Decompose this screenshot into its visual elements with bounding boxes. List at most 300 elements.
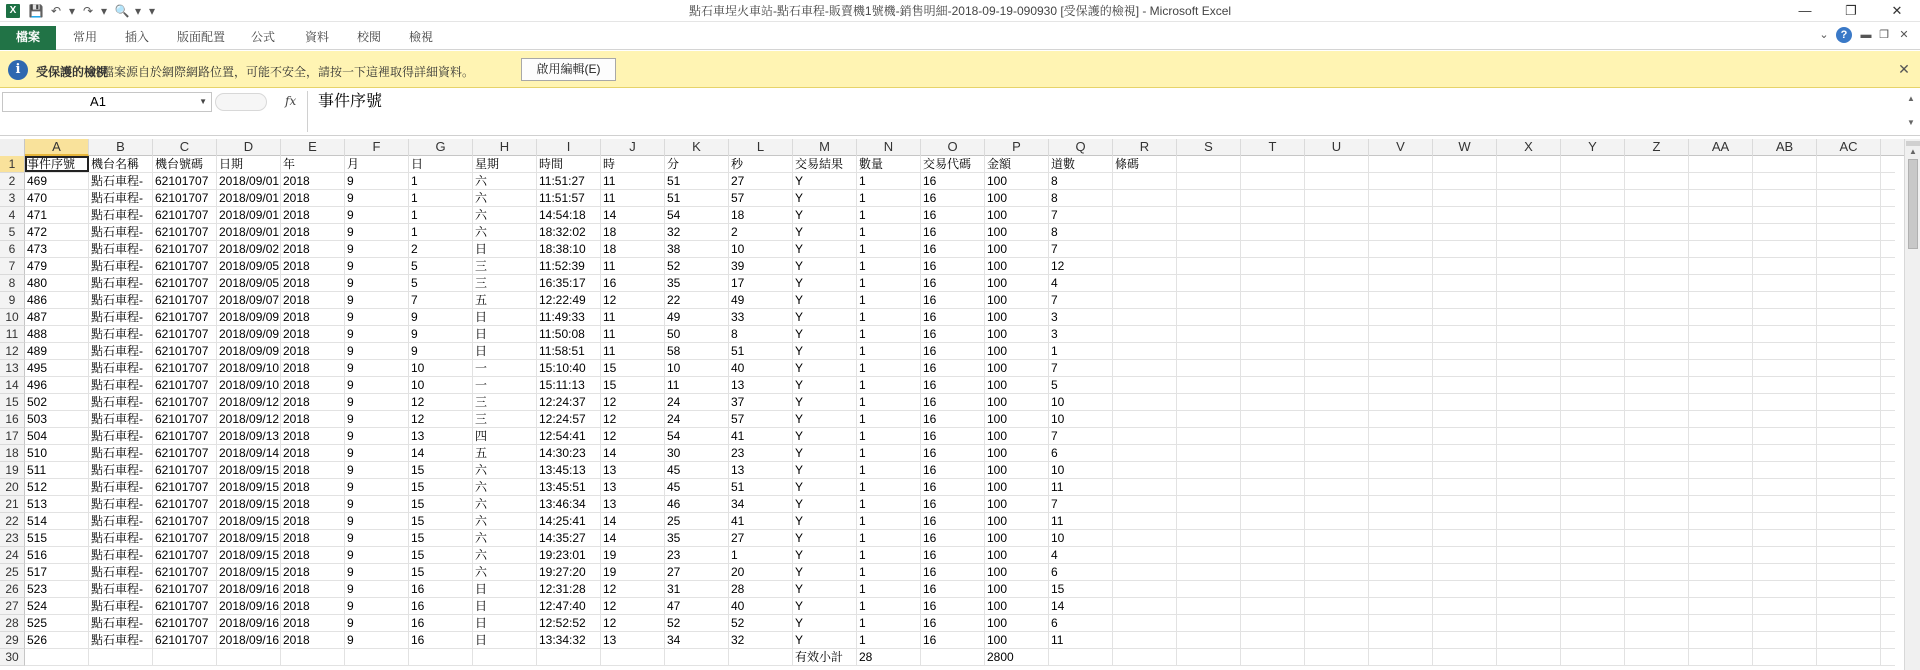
cell-o6[interactable]: 16 [921, 241, 985, 257]
insert-function-icon[interactable]: fx [285, 94, 297, 108]
name-box[interactable] [2, 92, 212, 112]
cell-p14[interactable]: 100 [985, 377, 1049, 393]
row-header[interactable]: 20 [0, 479, 25, 496]
cell-s27[interactable] [1177, 598, 1241, 614]
cell-u26[interactable] [1305, 581, 1369, 597]
cell-ab21[interactable] [1753, 496, 1817, 512]
cell-l13[interactable]: 40 [729, 360, 793, 376]
column-header-o[interactable]: O [921, 139, 985, 156]
cell-aa19[interactable] [1689, 462, 1753, 478]
column-header-ac[interactable]: AC [1817, 139, 1881, 156]
cell-s21[interactable] [1177, 496, 1241, 512]
cell-x19[interactable] [1497, 462, 1561, 478]
cell-c4[interactable]: 62101707 [153, 207, 217, 223]
cell-o12[interactable]: 16 [921, 343, 985, 359]
cell-ac11[interactable] [1817, 326, 1881, 342]
cell-ac1[interactable] [1817, 156, 1881, 172]
worksheet-grid[interactable] [0, 139, 1920, 670]
cell-q6[interactable]: 7 [1049, 241, 1113, 257]
cell-c15[interactable]: 62101707 [153, 394, 217, 410]
cell-v29[interactable] [1369, 632, 1433, 648]
cell-t21[interactable] [1241, 496, 1305, 512]
cell-q30[interactable] [1049, 649, 1113, 665]
cell-u1[interactable] [1305, 156, 1369, 172]
cell-e11[interactable]: 2018 [281, 326, 345, 342]
cell-i23[interactable]: 14:35:27 [537, 530, 601, 546]
cell-j20[interactable]: 13 [601, 479, 665, 495]
cell-h29[interactable]: 日 [473, 632, 537, 648]
cell-y20[interactable] [1561, 479, 1625, 495]
cell-o4[interactable]: 16 [921, 207, 985, 223]
cell-aa25[interactable] [1689, 564, 1753, 580]
cell-i29[interactable]: 13:34:32 [537, 632, 601, 648]
cell-o11[interactable]: 16 [921, 326, 985, 342]
cell-m17[interactable]: Y [793, 428, 857, 444]
cell-a27[interactable]: 524 [25, 598, 89, 614]
cell-k2[interactable]: 51 [665, 173, 729, 189]
cell-k23[interactable]: 35 [665, 530, 729, 546]
cell-m26[interactable]: Y [793, 581, 857, 597]
cell-i13[interactable]: 15:10:40 [537, 360, 601, 376]
cell-v30[interactable] [1369, 649, 1433, 665]
cell-q4[interactable]: 7 [1049, 207, 1113, 223]
cell-f22[interactable]: 9 [345, 513, 409, 529]
cell-w15[interactable] [1433, 394, 1497, 410]
cell-k25[interactable]: 27 [665, 564, 729, 580]
cell-o16[interactable]: 16 [921, 411, 985, 427]
cell-m27[interactable]: Y [793, 598, 857, 614]
cell-s20[interactable] [1177, 479, 1241, 495]
split-handle[interactable] [1906, 141, 1920, 146]
cell-w5[interactable] [1433, 224, 1497, 240]
cell-a21[interactable]: 513 [25, 496, 89, 512]
cell-e24[interactable]: 2018 [281, 547, 345, 563]
cell-a11[interactable]: 488 [25, 326, 89, 342]
cell-r6[interactable] [1113, 241, 1177, 257]
cell-d18[interactable]: 2018/09/14 [219, 446, 280, 460]
cell-m2[interactable]: Y [793, 173, 857, 189]
cell-x14[interactable] [1497, 377, 1561, 393]
cell-aa8[interactable] [1689, 275, 1753, 291]
cell-x24[interactable] [1497, 547, 1561, 563]
cell-f24[interactable]: 9 [345, 547, 409, 563]
column-header-a[interactable]: A [25, 139, 89, 156]
cell-n2[interactable]: 1 [857, 173, 921, 189]
cell-n21[interactable]: 1 [857, 496, 921, 512]
cell-aa3[interactable] [1689, 190, 1753, 206]
scroll-up-icon[interactable]: ▲ [1909, 147, 1917, 156]
tab-review[interactable]: 校閱 [356, 30, 381, 44]
cell-q1[interactable]: 道數 [1049, 156, 1113, 172]
cell-z23[interactable] [1625, 530, 1689, 546]
column-header-i[interactable]: I [537, 139, 601, 156]
column-header-t[interactable]: T [1241, 139, 1305, 156]
cell-i19[interactable]: 13:45:13 [537, 462, 601, 478]
cell-ab1[interactable] [1753, 156, 1817, 172]
cell-u3[interactable] [1305, 190, 1369, 206]
cell-a26[interactable]: 523 [25, 581, 89, 597]
cell-ab27[interactable] [1753, 598, 1817, 614]
cell-a22[interactable]: 514 [25, 513, 89, 529]
cell-a29[interactable]: 526 [25, 632, 89, 648]
cell-y25[interactable] [1561, 564, 1625, 580]
cell-w21[interactable] [1433, 496, 1497, 512]
cell-s30[interactable] [1177, 649, 1241, 665]
cell-i7[interactable]: 11:52:39 [537, 258, 601, 274]
cell-f17[interactable]: 9 [345, 428, 409, 444]
column-header-s[interactable]: S [1177, 139, 1241, 156]
cell-k24[interactable]: 23 [665, 547, 729, 563]
cell-h16[interactable]: 三 [473, 411, 537, 427]
cell-z30[interactable] [1625, 649, 1689, 665]
cell-j8[interactable]: 16 [601, 275, 665, 291]
cell-ac8[interactable] [1817, 275, 1881, 291]
cell-i4[interactable]: 14:54:18 [537, 207, 601, 223]
cell-r22[interactable] [1113, 513, 1177, 529]
cell-y19[interactable] [1561, 462, 1625, 478]
cell-t4[interactable] [1241, 207, 1305, 223]
chevron-down-icon[interactable]: ▼ [199, 97, 207, 106]
cell-ac30[interactable] [1817, 649, 1881, 665]
column-header-m[interactable]: M [793, 139, 857, 156]
cell-r7[interactable] [1113, 258, 1177, 274]
cell-e16[interactable]: 2018 [281, 411, 345, 427]
cell-r27[interactable] [1113, 598, 1177, 614]
cell-k12[interactable]: 58 [665, 343, 729, 359]
cell-v18[interactable] [1369, 445, 1433, 461]
cell-n23[interactable]: 1 [857, 530, 921, 546]
cell-aa14[interactable] [1689, 377, 1753, 393]
cell-r4[interactable] [1113, 207, 1177, 223]
cell-v1[interactable] [1369, 156, 1433, 172]
column-header-k[interactable]: K [665, 139, 729, 156]
cell-s11[interactable] [1177, 326, 1241, 342]
cell-q8[interactable]: 4 [1049, 275, 1113, 291]
cell-p21[interactable]: 100 [985, 496, 1049, 512]
cell-f4[interactable]: 9 [345, 207, 409, 223]
row-header[interactable]: 5 [0, 224, 25, 241]
cell-a20[interactable]: 512 [25, 479, 89, 495]
cell-a15[interactable]: 502 [25, 394, 89, 410]
row-header[interactable]: 21 [0, 496, 25, 513]
cell-r5[interactable] [1113, 224, 1177, 240]
cell-c18[interactable]: 62101707 [153, 445, 217, 461]
cell-b3[interactable]: 點石車程- [89, 190, 153, 206]
cell-v15[interactable] [1369, 394, 1433, 410]
cell-v19[interactable] [1369, 462, 1433, 478]
cell-j22[interactable]: 14 [601, 513, 665, 529]
cell-k5[interactable]: 32 [665, 224, 729, 240]
cell-u8[interactable] [1305, 275, 1369, 291]
cell-ab5[interactable] [1753, 224, 1817, 240]
cell-u23[interactable] [1305, 530, 1369, 546]
row-header[interactable]: 28 [0, 615, 25, 632]
cell-a18[interactable]: 510 [25, 445, 89, 461]
cell-m12[interactable]: Y [793, 343, 857, 359]
cell-v6[interactable] [1369, 241, 1433, 257]
cell-m25[interactable]: Y [793, 564, 857, 580]
undo-dropdown-icon[interactable]: ▾ [68, 4, 76, 18]
cell-w30[interactable] [1433, 649, 1497, 665]
cell-s7[interactable] [1177, 258, 1241, 274]
enable-editing-button[interactable]: 啟用編輯(E) [521, 58, 616, 81]
cell-x5[interactable] [1497, 224, 1561, 240]
cell-v8[interactable] [1369, 275, 1433, 291]
cell-e9[interactable]: 2018 [281, 292, 345, 308]
cell-t24[interactable] [1241, 547, 1305, 563]
tab-formulas[interactable]: 公式 [250, 30, 275, 44]
cell-b10[interactable]: 點石車程- [89, 309, 153, 325]
cell-t17[interactable] [1241, 428, 1305, 444]
cell-y9[interactable] [1561, 292, 1625, 308]
cell-h9[interactable]: 五 [473, 292, 537, 308]
cell-p18[interactable]: 100 [985, 445, 1049, 461]
cell-i26[interactable]: 12:31:28 [537, 581, 601, 597]
cell-ab12[interactable] [1753, 343, 1817, 359]
cell-ab30[interactable] [1753, 649, 1817, 665]
row-header[interactable]: 23 [0, 530, 25, 547]
cell-i22[interactable]: 14:25:41 [537, 513, 601, 529]
cell-s28[interactable] [1177, 615, 1241, 631]
cell-d19[interactable]: 2018/09/15 [219, 463, 280, 477]
cell-x10[interactable] [1497, 309, 1561, 325]
cell-f30[interactable] [345, 649, 409, 665]
cell-j16[interactable]: 12 [601, 411, 665, 427]
cell-w8[interactable] [1433, 275, 1497, 291]
cell-z15[interactable] [1625, 394, 1689, 410]
cell-x15[interactable] [1497, 394, 1561, 410]
row-header[interactable]: 16 [0, 411, 25, 428]
cell-i8[interactable]: 16:35:17 [537, 275, 601, 291]
cell-i25[interactable]: 19:27:20 [537, 564, 601, 580]
cell-p5[interactable]: 100 [985, 224, 1049, 240]
cell-c7[interactable]: 62101707 [153, 258, 217, 274]
cell-d21[interactable]: 2018/09/15 [219, 497, 280, 511]
cell-c5[interactable]: 62101707 [153, 224, 217, 240]
cell-u9[interactable] [1305, 292, 1369, 308]
cell-b29[interactable]: 點石車程- [89, 632, 153, 648]
cell-aa21[interactable] [1689, 496, 1753, 512]
cell-s22[interactable] [1177, 513, 1241, 529]
cell-v20[interactable] [1369, 479, 1433, 495]
column-header-b[interactable]: B [89, 139, 153, 156]
cell-u14[interactable] [1305, 377, 1369, 393]
cell-q23[interactable]: 10 [1049, 530, 1113, 546]
cell-n1[interactable]: 數量 [857, 156, 921, 172]
cell-x3[interactable] [1497, 190, 1561, 206]
cell-ab8[interactable] [1753, 275, 1817, 291]
cell-d26[interactable]: 2018/09/16 [219, 582, 280, 596]
cell-j14[interactable]: 15 [601, 377, 665, 393]
cell-f11[interactable]: 9 [345, 326, 409, 342]
doc-restore-icon[interactable]: ❐ [1879, 29, 1889, 41]
cell-l24[interactable]: 1 [729, 547, 793, 563]
cell-e3[interactable]: 2018 [281, 190, 345, 206]
cell-b14[interactable]: 點石車程- [89, 377, 153, 393]
cell-p24[interactable]: 100 [985, 547, 1049, 563]
cell-h23[interactable]: 六 [473, 530, 537, 546]
cell-ac24[interactable] [1817, 547, 1881, 563]
cell-t30[interactable] [1241, 649, 1305, 665]
cell-j10[interactable]: 11 [601, 309, 665, 325]
cell-ac17[interactable] [1817, 428, 1881, 444]
cell-u13[interactable] [1305, 360, 1369, 376]
cell-x22[interactable] [1497, 513, 1561, 529]
cell-a28[interactable]: 525 [25, 615, 89, 631]
cell-n11[interactable]: 1 [857, 326, 921, 342]
row-header[interactable]: 10 [0, 309, 25, 326]
row-header[interactable]: 11 [0, 326, 25, 343]
cell-ab14[interactable] [1753, 377, 1817, 393]
cell-b8[interactable]: 點石車程- [89, 275, 153, 291]
doc-close-icon[interactable]: ✕ [1899, 29, 1909, 41]
cell-l12[interactable]: 51 [729, 343, 793, 359]
cell-m13[interactable]: Y [793, 360, 857, 376]
cell-u6[interactable] [1305, 241, 1369, 257]
cell-h14[interactable]: 一 [473, 377, 537, 393]
cell-g12[interactable]: 9 [409, 343, 473, 359]
cell-o18[interactable]: 16 [921, 445, 985, 461]
cell-c29[interactable]: 62101707 [153, 632, 217, 648]
cell-f18[interactable]: 9 [345, 445, 409, 461]
cell-p19[interactable]: 100 [985, 462, 1049, 478]
cell-t8[interactable] [1241, 275, 1305, 291]
cell-p11[interactable]: 100 [985, 326, 1049, 342]
cell-r11[interactable] [1113, 326, 1177, 342]
cell-g19[interactable]: 15 [409, 462, 473, 478]
cell-q14[interactable]: 5 [1049, 377, 1113, 393]
cell-d12[interactable]: 2018/09/09 [219, 344, 280, 358]
cell-v13[interactable] [1369, 360, 1433, 376]
cell-v2[interactable] [1369, 173, 1433, 189]
cell-e17[interactable]: 2018 [281, 428, 345, 444]
cell-s4[interactable] [1177, 207, 1241, 223]
cell-k3[interactable]: 51 [665, 190, 729, 206]
cell-j17[interactable]: 12 [601, 428, 665, 444]
cell-x8[interactable] [1497, 275, 1561, 291]
cell-t10[interactable] [1241, 309, 1305, 325]
cell-p3[interactable]: 100 [985, 190, 1049, 206]
cell-e1[interactable]: 年 [281, 156, 345, 172]
cell-c22[interactable]: 62101707 [153, 513, 217, 529]
cell-t11[interactable] [1241, 326, 1305, 342]
cell-a9[interactable]: 486 [25, 292, 89, 308]
cell-b27[interactable]: 點石車程- [89, 598, 153, 614]
cell-r25[interactable] [1113, 564, 1177, 580]
cell-s25[interactable] [1177, 564, 1241, 580]
cell-r15[interactable] [1113, 394, 1177, 410]
cell-w10[interactable] [1433, 309, 1497, 325]
cell-ac9[interactable] [1817, 292, 1881, 308]
cell-o2[interactable]: 16 [921, 173, 985, 189]
cell-p22[interactable]: 100 [985, 513, 1049, 529]
cell-b19[interactable]: 點石車程- [89, 462, 153, 478]
cell-h18[interactable]: 五 [473, 445, 537, 461]
cell-b4[interactable]: 點石車程- [89, 207, 153, 223]
cell-t19[interactable] [1241, 462, 1305, 478]
cell-o7[interactable]: 16 [921, 258, 985, 274]
tab-view[interactable]: 檢視 [408, 30, 433, 44]
cell-d15[interactable]: 2018/09/12 [219, 395, 280, 409]
cell-e19[interactable]: 2018 [281, 462, 345, 478]
cell-z28[interactable] [1625, 615, 1689, 631]
cell-y16[interactable] [1561, 411, 1625, 427]
cell-y11[interactable] [1561, 326, 1625, 342]
column-header-y[interactable]: Y [1561, 139, 1625, 156]
restore-icon[interactable]: ❐ [1845, 3, 1857, 18]
cell-d17[interactable]: 2018/09/13 [219, 429, 280, 443]
cell-t2[interactable] [1241, 173, 1305, 189]
cell-aa2[interactable] [1689, 173, 1753, 189]
cell-k26[interactable]: 31 [665, 581, 729, 597]
cell-s13[interactable] [1177, 360, 1241, 376]
cell-h28[interactable]: 日 [473, 615, 537, 631]
cell-t3[interactable] [1241, 190, 1305, 206]
cell-y23[interactable] [1561, 530, 1625, 546]
cell-ab25[interactable] [1753, 564, 1817, 580]
cell-l10[interactable]: 33 [729, 309, 793, 325]
cell-q26[interactable]: 15 [1049, 581, 1113, 597]
cell-b26[interactable]: 點石車程- [89, 581, 153, 597]
column-header-d[interactable]: D [217, 139, 281, 156]
cell-j9[interactable]: 12 [601, 292, 665, 308]
cell-ab19[interactable] [1753, 462, 1817, 478]
cell-m11[interactable]: Y [793, 326, 857, 342]
cell-r9[interactable] [1113, 292, 1177, 308]
cell-d13[interactable]: 2018/09/10 [219, 361, 280, 375]
cell-m30[interactable]: 有效小計 [793, 649, 857, 665]
cell-aa12[interactable] [1689, 343, 1753, 359]
cell-x4[interactable] [1497, 207, 1561, 223]
cell-s10[interactable] [1177, 309, 1241, 325]
tab-data[interactable]: 資料 [304, 30, 329, 44]
cell-j26[interactable]: 12 [601, 581, 665, 597]
cell-z27[interactable] [1625, 598, 1689, 614]
cell-ac28[interactable] [1817, 615, 1881, 631]
cell-k9[interactable]: 22 [665, 292, 729, 308]
cell-z11[interactable] [1625, 326, 1689, 342]
cell-d25[interactable]: 2018/09/15 [219, 565, 280, 579]
cell-u2[interactable] [1305, 173, 1369, 189]
cell-a10[interactable]: 487 [25, 309, 89, 325]
cell-u4[interactable] [1305, 207, 1369, 223]
cell-v12[interactable] [1369, 343, 1433, 359]
column-header-v[interactable]: V [1369, 139, 1433, 156]
cell-t18[interactable] [1241, 445, 1305, 461]
cell-b21[interactable]: 點石車程- [89, 496, 153, 512]
cell-q19[interactable]: 10 [1049, 462, 1113, 478]
cell-o24[interactable]: 16 [921, 547, 985, 563]
formula-input[interactable]: 事件序號 [307, 91, 1902, 132]
cell-ac27[interactable] [1817, 598, 1881, 614]
cell-h7[interactable]: 三 [473, 258, 537, 274]
cell-i1[interactable]: 時間 [537, 156, 601, 172]
cell-ac6[interactable] [1817, 241, 1881, 257]
cell-j4[interactable]: 14 [601, 207, 665, 223]
cell-h12[interactable]: 日 [473, 343, 537, 359]
column-header-j[interactable]: J [601, 139, 665, 156]
cell-c11[interactable]: 62101707 [153, 326, 217, 342]
cell-p15[interactable]: 100 [985, 394, 1049, 410]
cell-a1[interactable]: 事件序號 [25, 156, 89, 172]
cell-n16[interactable]: 1 [857, 411, 921, 427]
cell-v26[interactable] [1369, 581, 1433, 597]
cell-j3[interactable]: 11 [601, 190, 665, 206]
cell-g5[interactable]: 1 [409, 224, 473, 240]
cell-c20[interactable]: 62101707 [153, 479, 217, 495]
cell-g21[interactable]: 15 [409, 496, 473, 512]
row-header[interactable]: 9 [0, 292, 25, 309]
